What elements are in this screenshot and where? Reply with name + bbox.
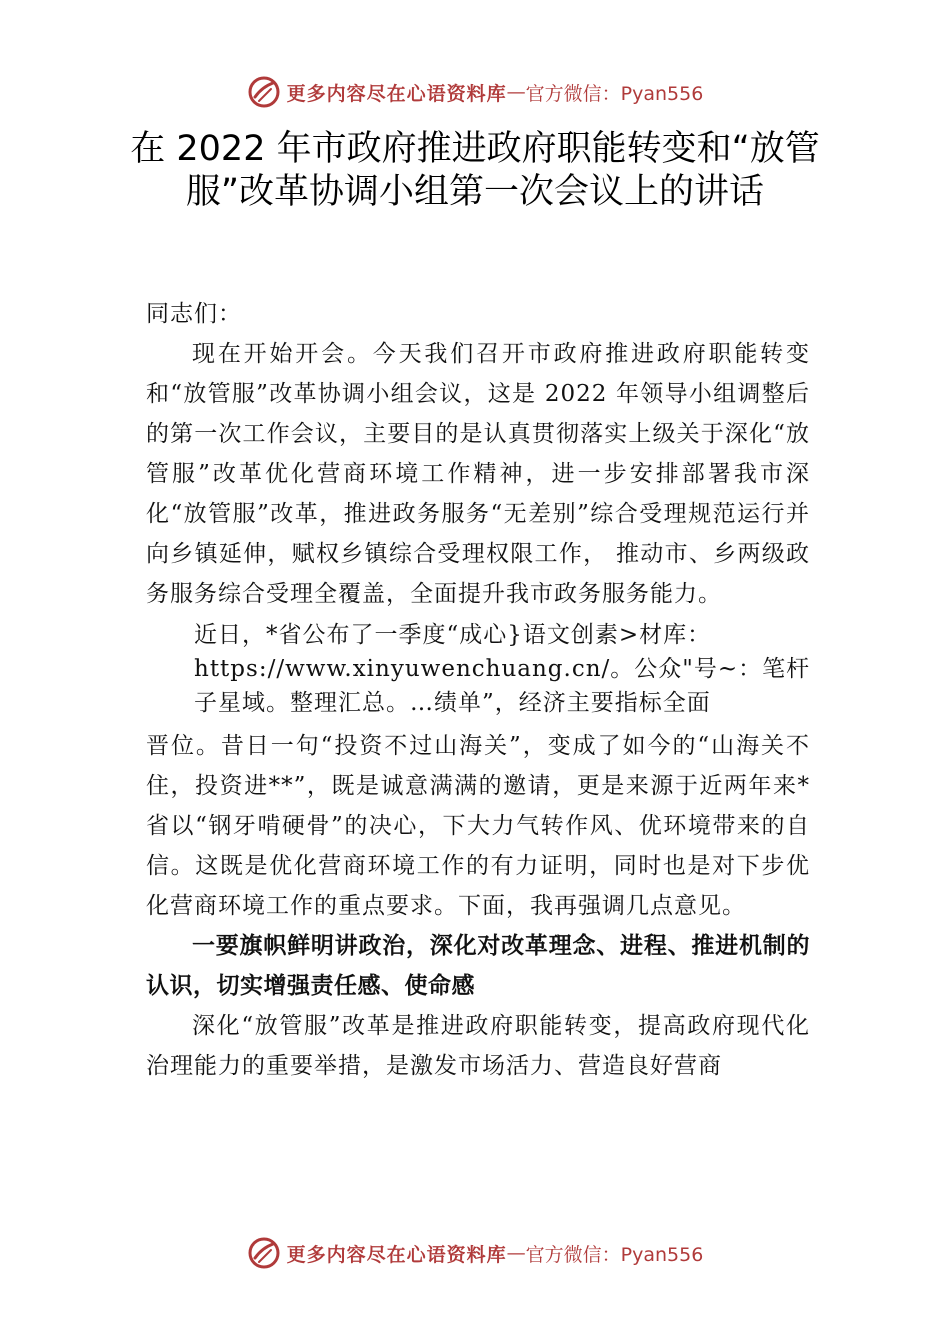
footer-banner [0,1233,950,1273]
paragraph-inserted-note: 近日，*省公布了一季度“成心}语文创素>材库：https://www.xinyuwenchuang.cn/。公众"号~：笔杆子星域。整理汇总。…绩单”，经济主要指标全面 [194,622,811,716]
brush-circle-logo-icon [247,1236,281,1270]
paragraph-opening: 现在开始开会。今天我们召开市政府推进政府职能转变和“放管服”改革协调小组会议，这是 2022 年领导小组调整后的第一次工作会议，主要目的是认真贯彻落实上级关于深化“放管服”改革优化营商环境工作精神，进一步安排部署我市深化“放管服”改革，推进政务服务“无差别”综合受理规范运行并向乡镇延伸，赋权乡镇综合受理权限工作， 推动市、乡两级政务服务综合受理全覆盖，全面提升我市政务服务能力。 [146,341,810,607]
salutation: 同志们： [146,301,242,327]
banner-wechat-text: 官方微信：Pyan556 [525,82,704,105]
paragraph-continuation: 晋位。昔日一句“投资不过山海关”，变成了如今的“山海关不住，投资进**”，既是诚意满满的邀请，更是来源于近两年来*省以“钢牙啃硬骨”的决心，下大力气转作风、优环境带来的自信。这既是优化营商环境工作的有力证明，同时也是对下步优化营商环境工作的重点要求。下面，我再强调几点意见。 [146,733,810,919]
footer-wechat-text: 官方微信：Pyan556 [525,1243,704,1266]
banner-separator: — [506,81,526,103]
footer-separator: — [506,1242,526,1264]
section-heading-1: 一要旗帜鲜明讲政治，深化对改革理念、进程、推进机制的认识，切实增强责任感、使命感 [146,933,810,999]
header-banner [0,72,950,112]
footer-brand-text: 更多内容尽在心语资料库 [286,1243,507,1266]
document-body [146,294,810,1086]
brush-circle-logo-icon [247,75,281,109]
paragraph-section-1: 深化“放管服”改革是推进政府职能转变，提高政府现代化治理能力的重要举措，是激发市场活力、营造良好营商 [146,1013,810,1079]
banner-brand-text: 更多内容尽在心语资料库 [286,82,507,105]
document-title: 在 2022 年市政府推进政府职能转变和“放管服”改革协调小组第一次会议上的讲话 [130,129,820,212]
